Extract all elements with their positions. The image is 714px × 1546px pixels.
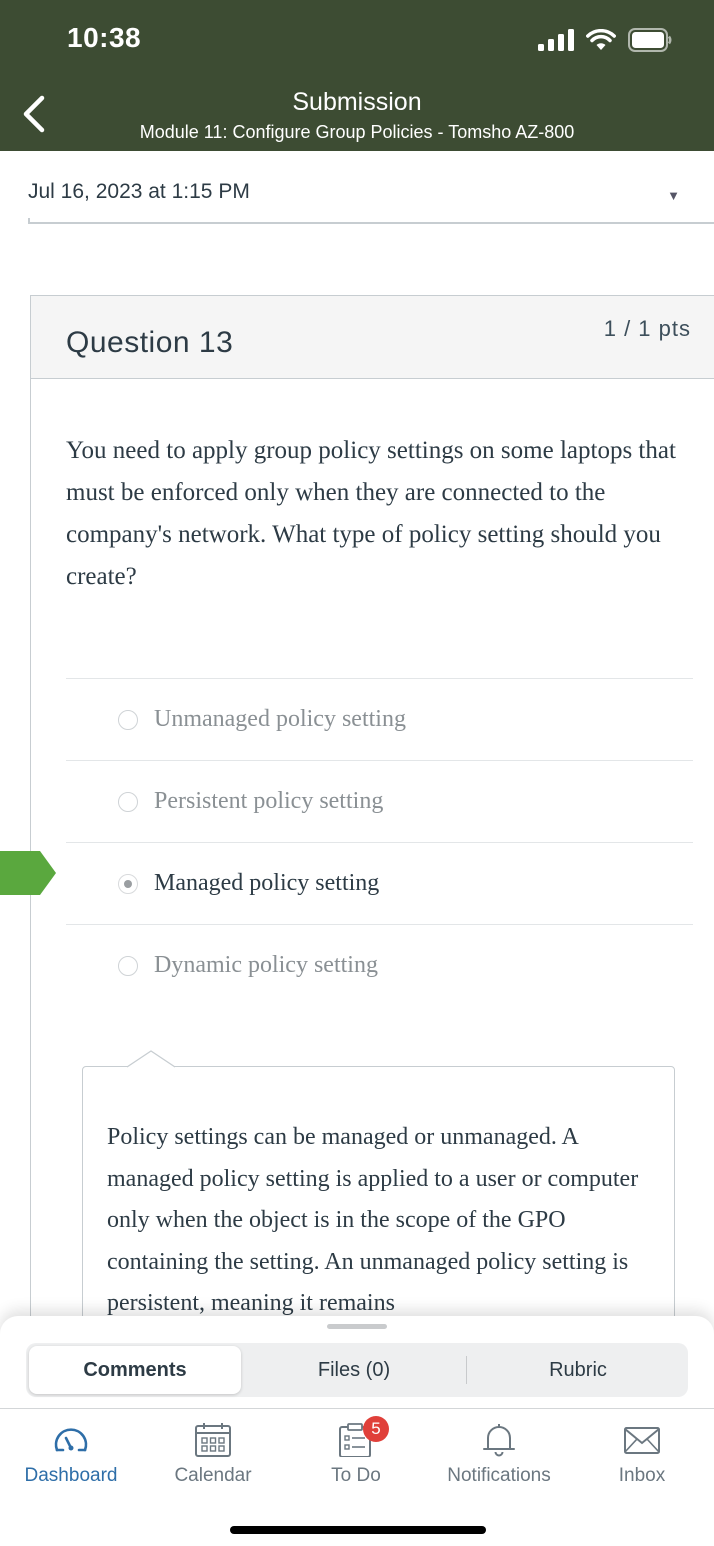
answer-label: Dynamic policy setting bbox=[154, 952, 378, 978]
tab-dashboard[interactable] bbox=[0, 1409, 142, 1499]
dropdown-caret-icon: ▼ bbox=[667, 188, 680, 203]
calendar-icon bbox=[193, 1423, 233, 1457]
tab-label: To Do bbox=[331, 1465, 381, 1486]
answer-comment: Policy settings can be managed or unmanaged. A managed policy setting is applied to a user or computer only when the object is in the scope of the GPO containing the setting. An unmanaged policy setting is persistent, meaning it remains bbox=[107, 1124, 639, 1316]
answer-option[interactable] bbox=[66, 924, 693, 1006]
page-title: Submission bbox=[292, 88, 422, 116]
tab-inbox[interactable] bbox=[571, 1409, 713, 1499]
status-time: 10:38 bbox=[67, 22, 142, 53]
drag-handle[interactable] bbox=[327, 1324, 387, 1329]
app-header bbox=[0, 0, 714, 151]
segmented-control bbox=[26, 1343, 688, 1397]
answer-option-selected[interactable] bbox=[66, 842, 693, 924]
radio-button[interactable] bbox=[118, 710, 138, 730]
tab-todo[interactable] bbox=[285, 1409, 427, 1499]
segment-files[interactable]: Files (0) bbox=[317, 1358, 391, 1381]
answer-option[interactable] bbox=[66, 760, 693, 842]
answer-label: Unmanaged policy setting bbox=[154, 706, 406, 732]
battery-icon bbox=[628, 28, 672, 52]
question-title: Question 13 bbox=[66, 326, 234, 359]
comment-notch bbox=[127, 1050, 175, 1068]
question-text: You need to apply group policy settings on some laptops that must be enforced only when they are connected to the company's network. What type of policy setting should you create? bbox=[66, 437, 676, 590]
tab-calendar[interactable] bbox=[142, 1409, 284, 1499]
submission-date: Jul 16, 2023 at 1:15 PM bbox=[28, 180, 256, 204]
answer-option[interactable] bbox=[66, 678, 693, 760]
page-subtitle: Module 11: Configure Group Policies - Tomsho AZ-800 bbox=[139, 122, 575, 142]
segment-comments[interactable]: Comments bbox=[29, 1346, 241, 1394]
segment-rubric[interactable]: Rubric bbox=[549, 1358, 607, 1381]
question-card bbox=[30, 295, 714, 1395]
tab-bar bbox=[0, 1408, 714, 1498]
tab-notifications[interactable] bbox=[428, 1409, 570, 1499]
submission-date-select[interactable] bbox=[28, 176, 714, 224]
inbox-icon bbox=[622, 1423, 662, 1457]
correct-answer-arrow-icon bbox=[0, 851, 56, 895]
radio-button[interactable] bbox=[118, 956, 138, 976]
question-header bbox=[31, 296, 714, 379]
answer-label: Persistent policy setting bbox=[154, 788, 384, 814]
tab-label: Dashboard bbox=[24, 1465, 118, 1486]
tab-label: Calendar bbox=[174, 1465, 252, 1486]
answer-list bbox=[66, 678, 693, 1006]
wifi-icon bbox=[586, 29, 616, 51]
question-points: 1 / 1 pts bbox=[603, 316, 691, 341]
signal-icon bbox=[538, 29, 574, 51]
radio-button-selected[interactable] bbox=[118, 874, 138, 894]
home-indicator bbox=[230, 1526, 486, 1534]
answer-label: Managed policy setting bbox=[154, 870, 380, 896]
bell-icon bbox=[479, 1423, 519, 1457]
tab-label: Inbox bbox=[618, 1465, 666, 1486]
dashboard-icon bbox=[51, 1423, 91, 1457]
radio-button[interactable] bbox=[118, 792, 138, 812]
bottom-sheet bbox=[0, 1316, 714, 1546]
todo-count-badge: 5 bbox=[363, 1416, 389, 1442]
segment-divider bbox=[466, 1356, 467, 1384]
tab-label: Notifications bbox=[447, 1465, 551, 1486]
status-icons bbox=[538, 26, 672, 54]
